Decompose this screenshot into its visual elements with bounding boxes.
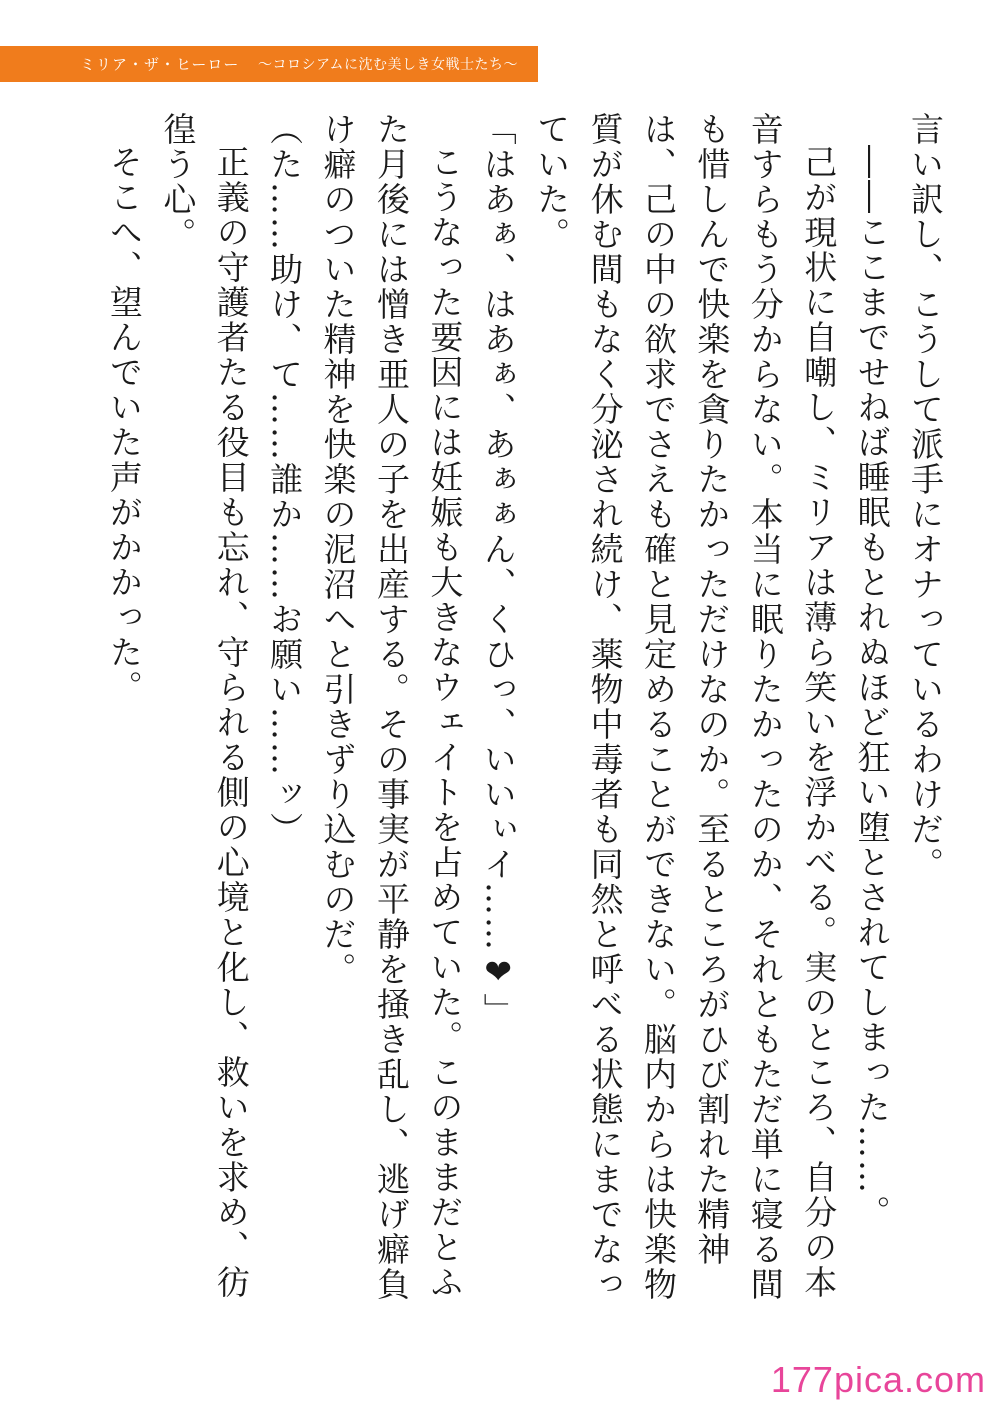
paragraph: 己が現状に自嘲し、ミリアは薄ら笑いを浮かべる。実のところ、自分の本音すらもう分からない。本当に眠りたかったのか、それともただ単に寝る間も惜しんで快楽を貪りたかっただけなのか。至るところがひび割れた精神は、己の中の欲求でさえも確と見定めることができない。脳内からは快楽物質が休む間もなく分泌され続け、薬物中毒者も同然と呼べる状態にまでなっていた。 (532, 112, 839, 1302)
book-title: ミリア・ザ・ヒーロー (80, 55, 240, 74)
paragraph: 正義の守護者たる役目も忘れ、守られる側の心境と化し、救いを求め、彷徨う心。 (158, 112, 251, 1300)
site-watermark: 177pica.com (770, 1359, 986, 1400)
inner-thought-line: （た……助け、て……誰か……お願い……ッ） (265, 112, 305, 847)
book-subtitle: 〜コロシアムに沈む美しき女戦士たち〜 (258, 57, 519, 73)
paragraph: 言い訳し、こうして派手にオナっているわけだ。 (906, 112, 945, 882)
paragraph: こうなった要因には妊娠も大きなウェイトを占めていた。このままだとふた月後には憎き亜人の子を出産する。その事実が平静を掻き乱し、逃げ癖負け癖のついた精神を快楽の泥沼へと引きずり込むのだ。 (318, 112, 465, 1302)
vertical-text-body (22, 112, 952, 1327)
paragraph: そこへ、望んでいた声がかかった。 (104, 145, 144, 705)
dialogue-line: 「はあぁ、はあぁ、あぁぁん、くひっ、いいぃイ……❤」 (478, 112, 518, 1028)
running-header (0, 46, 538, 82)
paragraph: ――ここまでせねば睡眠もとれぬほど狂い堕とされてしまった……。 (852, 145, 892, 1230)
